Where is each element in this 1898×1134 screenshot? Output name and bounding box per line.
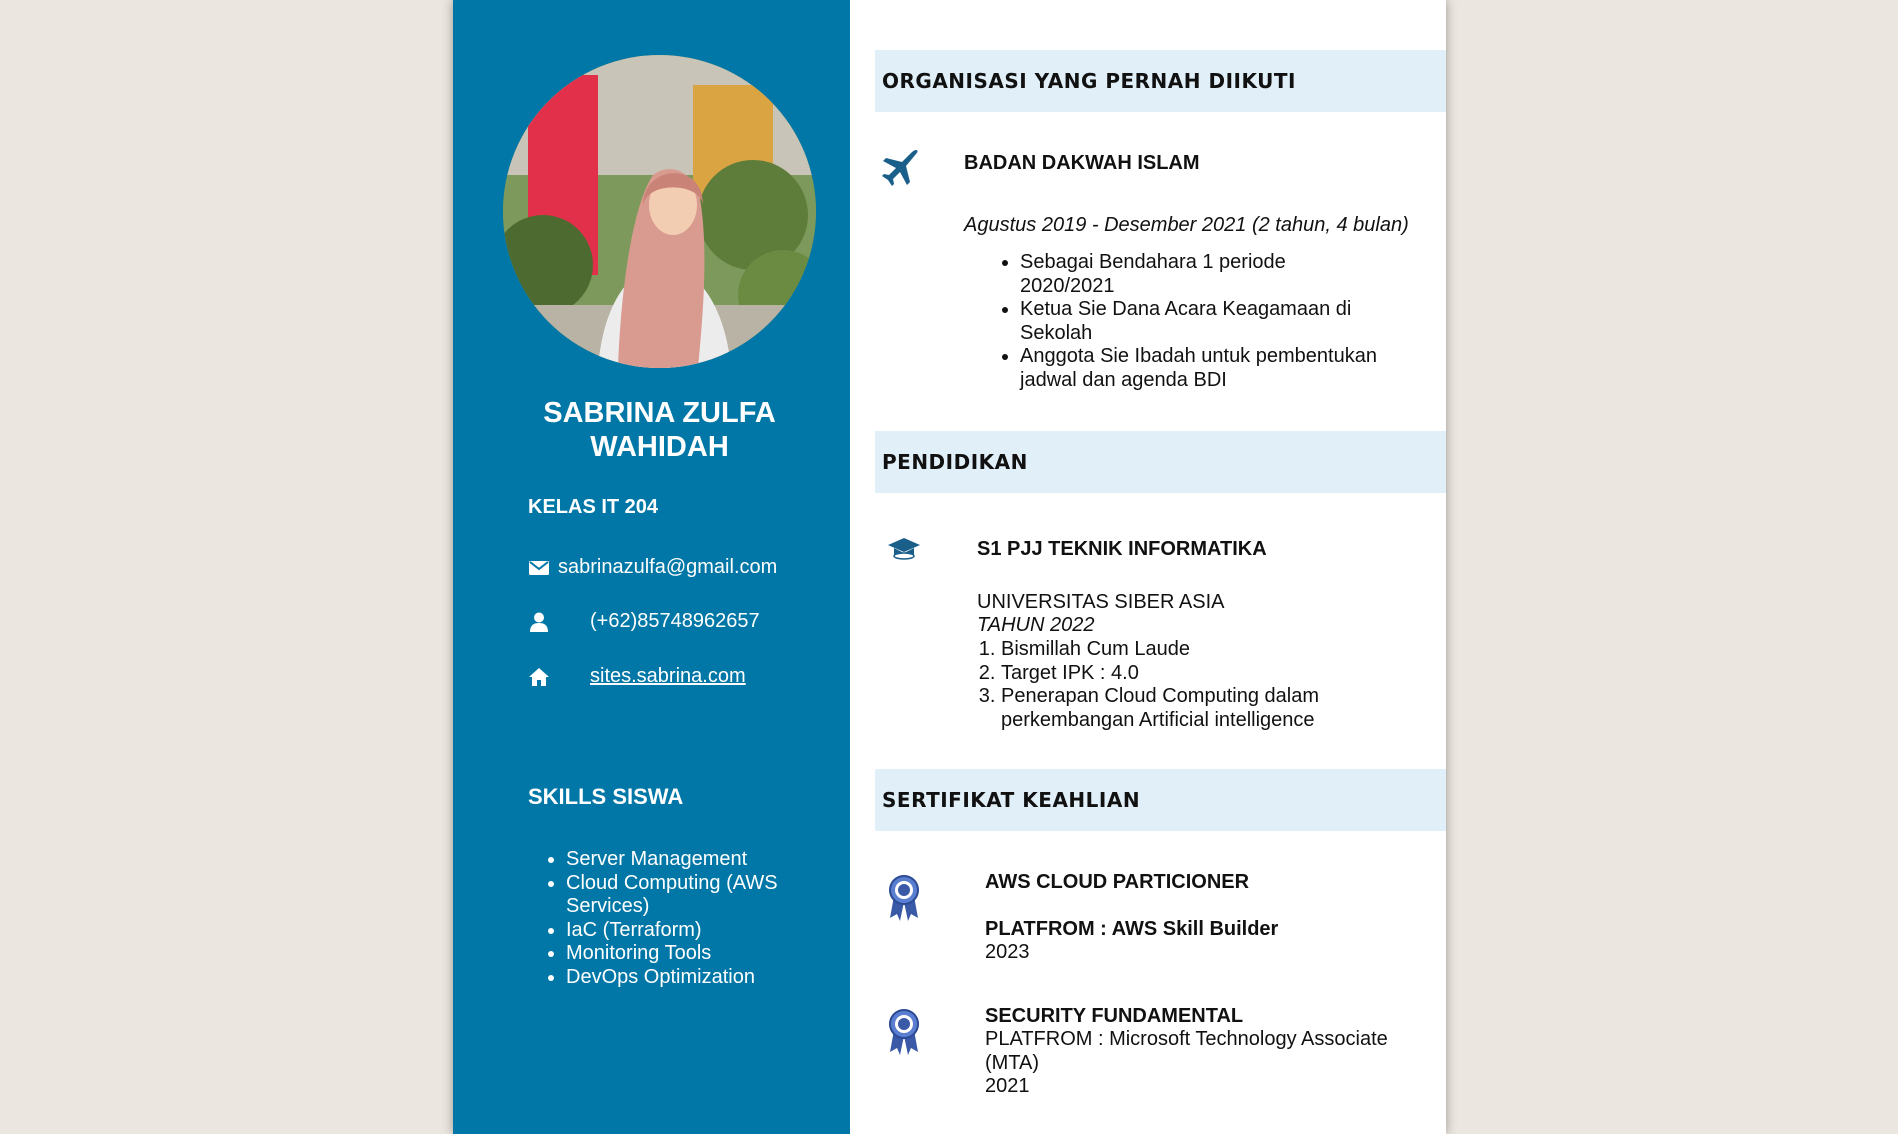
org-list-item: • Anggota Sie Ibadah untuk pembentukan jadwal dan agenda BDI: [1020, 345, 1384, 392]
cert-2-year: 2021: [985, 1075, 1030, 1097]
profile-kelas: KELAS IT 204: [528, 496, 659, 518]
skills-list: [528, 848, 826, 989]
cert-2-platform: PLATFROM : Microsoft Technology Associate (MTA): [985, 1028, 1388, 1074]
university: UNIVERSITAS SIBER ASIA: [977, 591, 1225, 613]
website-link[interactable]: sites.sabrina.com: [590, 665, 746, 687]
contact-website[interactable]: [528, 665, 746, 688]
profile-photo: [503, 55, 816, 368]
cert-1-platform: PLATFROM : AWS Skill Builder: [985, 918, 1279, 940]
org-name: BADAN DAKWAH ISLAM: [964, 152, 1200, 174]
org-list: [964, 251, 1384, 392]
contact-phone[interactable]: [528, 610, 760, 633]
edu-list-item: 2. Target IPK : 4.0: [1001, 662, 1377, 686]
section-heading-pendidikan: PENDIDIKAN: [875, 431, 1446, 493]
skill-item: • Monitoring Tools: [566, 942, 826, 966]
skill-item: • DevOps Optimization: [566, 966, 826, 990]
cert-1-year: 2023: [985, 941, 1030, 963]
degree: S1 PJJ TEKNIK INFORMATIKA: [977, 538, 1267, 560]
profile-name: SABRINA ZULFA WAHIDAH: [543, 397, 776, 463]
org-list-wrap: [964, 251, 1384, 392]
main-content: [850, 0, 1446, 1134]
skills-title: SKILLS SISWA: [528, 784, 684, 809]
airplane-icon: [880, 148, 920, 194]
email-text[interactable]: sabrinazulfa@gmail.com: [558, 556, 778, 578]
edu-list-item: 3. Penerapan Cloud Computing dalam perkembangan Artificial intelligence: [1001, 685, 1377, 732]
org-period: Agustus 2019 - Desember 2021 (2 tahun, 4 bulan): [964, 214, 1409, 236]
org-list-item: • Ketua Sie Dana Acara Keagamaan di Sekolah: [1020, 298, 1384, 345]
cert-2-title: SECURITY FUNDAMENTAL: [985, 1005, 1244, 1027]
user-icon: [528, 611, 550, 633]
edu-year: TAHUN 2022: [977, 614, 1095, 636]
org-list-item: • Sebagai Bendahara 1 periode 2020/2021: [1020, 251, 1384, 298]
section-heading-organisasi: ORGANISASI YANG PERNAH DIIKUTI: [875, 50, 1446, 112]
cert-1-title: AWS CLOUD PARTICIONER: [985, 871, 1250, 893]
edu-list-item: 1. Bismillah Cum Laude: [1001, 638, 1377, 662]
sidebar: [453, 0, 850, 1134]
skill-item: • IaC (Terraform): [566, 919, 826, 943]
graduation-cap-icon: [880, 520, 928, 588]
section-heading-sertifikat: SERTIFIKAT KEAHLIAN: [875, 769, 1446, 831]
skill-item: • Server Management: [566, 848, 826, 872]
edu-list: [977, 638, 1377, 732]
home-icon: [528, 666, 550, 688]
resume-page: [453, 0, 1446, 1134]
envelope-icon: [528, 557, 550, 579]
award-ribbon-icon: [880, 868, 928, 928]
skill-item: • Cloud Computing (AWS Services): [566, 872, 826, 919]
edu-list-wrap: [977, 638, 1377, 732]
contact-email[interactable]: [528, 556, 777, 579]
phone-text[interactable]: (+62)85748962657: [590, 610, 760, 632]
award-ribbon-icon: [880, 1002, 928, 1062]
